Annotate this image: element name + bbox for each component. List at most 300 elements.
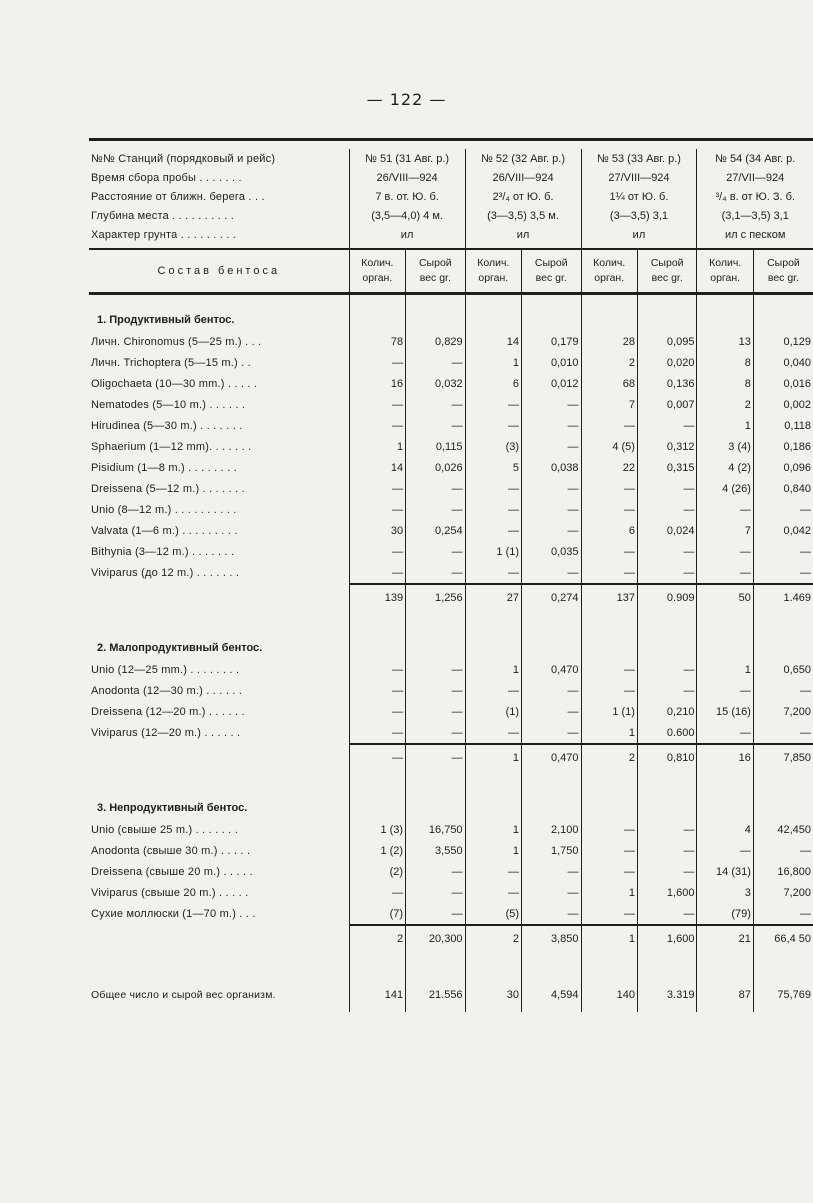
weight-cell: 0,136 [637, 373, 696, 394]
weight-cell: 16,800 [753, 861, 813, 882]
count-cell: 6 [581, 520, 637, 541]
weight-cell: 16,750 [406, 819, 465, 840]
table-row [89, 819, 813, 840]
weight-cell: 0,470 [522, 659, 581, 680]
count-cell: — [349, 478, 405, 499]
count-cell: — [349, 680, 405, 701]
count-cell: 1 [465, 840, 521, 861]
station-header-cell: 1¼ от Ю. б. [581, 187, 697, 206]
weight-cell: — [406, 701, 465, 722]
count-cell: (79) [697, 903, 753, 925]
table-row [89, 520, 813, 541]
station-header-cell: ³/₄ в. от Ю. З. б. [697, 187, 813, 206]
weight-column-header [753, 249, 813, 294]
weight-cell: 0,042 [753, 520, 813, 541]
count-cell: — [697, 680, 753, 701]
header-label: Глубина места . . . . . . . . . . [91, 209, 235, 222]
weight-cell: — [406, 562, 465, 584]
weight-cell: — [406, 861, 465, 882]
count-column-header [697, 249, 753, 294]
weight-cell: 75,769 [753, 978, 813, 1012]
table-row [89, 903, 813, 925]
station-header-cell: ил с песком [697, 225, 813, 249]
weight-cell: — [637, 840, 696, 861]
table-row [89, 394, 813, 415]
row-label: Dreissena (свыше 20 m.) . . . . . [91, 865, 253, 878]
weight-label-line: Сырой [650, 257, 684, 269]
weight-cell: 0,035 [522, 541, 581, 562]
count-cell: 15 (16) [697, 701, 753, 722]
station-header-cell: (3,1—3,5) 3,1 [697, 206, 813, 225]
weight-cell: — [406, 352, 465, 373]
weight-label-line: Сырой [767, 257, 800, 269]
count-cell: 27 [465, 584, 521, 623]
count-cell: — [349, 541, 405, 562]
empty-cell [406, 964, 465, 978]
weight-cell: 0,115 [406, 436, 465, 457]
section-title: 1. Продуктивный бентос. [97, 314, 235, 326]
count-cell: 139 [349, 584, 405, 623]
count-cell: — [349, 744, 405, 783]
weight-cell: 0,024 [637, 520, 696, 541]
weight-cell: 0,254 [406, 520, 465, 541]
count-cell: — [465, 861, 521, 882]
count-cell: — [465, 478, 521, 499]
weight-cell: — [406, 722, 465, 744]
station-header-cell: 27/VII—924 [697, 168, 813, 187]
count-cell: — [349, 701, 405, 722]
empty-cell [697, 964, 753, 978]
weight-cell: — [522, 903, 581, 925]
count-cell: 4 (2) [697, 457, 753, 478]
weight-cell: — [522, 861, 581, 882]
weight-cell: — [406, 744, 465, 783]
count-cell: — [349, 499, 405, 520]
weight-column-header [522, 249, 581, 294]
row-label [89, 925, 349, 964]
table-row [89, 373, 813, 394]
weight-cell: — [522, 436, 581, 457]
weight-cell: — [753, 840, 813, 861]
weight-cell: — [406, 394, 465, 415]
weight-cell: — [406, 478, 465, 499]
weight-cell: 7,850 [753, 744, 813, 783]
row-label: Личн. Trichoptera (5—15 m.) . . [91, 356, 251, 369]
empty-cell [522, 783, 581, 819]
header-row [89, 168, 813, 187]
count-cell: — [465, 680, 521, 701]
top-rule-cell [89, 140, 813, 150]
weight-cell: 0,650 [753, 659, 813, 680]
count-cell: 1 [465, 659, 521, 680]
weight-cell: — [637, 415, 696, 436]
empty-cell [697, 623, 753, 659]
empty-cell [581, 964, 637, 978]
count-cell: 1 (1) [465, 541, 521, 562]
count-cell: — [349, 882, 405, 903]
station-header-cell: № 51 (31 Авг. р.) [349, 149, 465, 168]
count-cell: 137 [581, 584, 637, 623]
count-cell: 30 [349, 520, 405, 541]
count-cell: 1 [581, 882, 637, 903]
empty-cell [465, 783, 521, 819]
count-cell: 5 [465, 457, 521, 478]
count-label-line: орган. [362, 272, 393, 284]
weight-cell: 0.600 [637, 722, 696, 744]
weight-label-line: вес gr. [419, 272, 451, 284]
table-row [89, 659, 813, 680]
count-cell: 22 [581, 457, 637, 478]
row-label: Pisidium (1—8 m.) . . . . . . . . [91, 461, 237, 474]
count-cell: 8 [697, 352, 753, 373]
count-cell: 13 [697, 331, 753, 352]
count-cell: 1 [697, 415, 753, 436]
count-cell: (1) [465, 701, 521, 722]
grand-total-row [89, 978, 813, 1012]
count-cell: — [581, 840, 637, 861]
row-label: Viviparus (12—20 m.) . . . . . . [91, 727, 241, 739]
count-cell: 16 [697, 744, 753, 783]
weight-cell: — [406, 882, 465, 903]
empty-cell [406, 783, 465, 819]
weight-cell: 0,312 [637, 436, 696, 457]
weight-cell: 2,100 [522, 819, 581, 840]
row-label: Hirudinea (5—30 m.) . . . . . . . [91, 419, 243, 432]
weight-cell: 0,118 [753, 415, 813, 436]
table-row [89, 840, 813, 861]
weight-cell: 7,200 [753, 882, 813, 903]
station-header-cell: 26/VIII—924 [465, 168, 581, 187]
station-header-cell: (3—3,5) 3,5 м. [465, 206, 581, 225]
weight-cell: — [753, 680, 813, 701]
weight-cell: 0,020 [637, 352, 696, 373]
count-cell: (5) [465, 903, 521, 925]
row-label: Viviparus (свыше 20 m.) . . . . . [91, 886, 249, 899]
station-header-cell: № 54 (34 Авг. р. [697, 149, 813, 168]
header-label: Характер грунта . . . . . . . . . [91, 228, 237, 241]
table-row [89, 436, 813, 457]
station-header-cell: ил [465, 225, 581, 249]
weight-cell: — [637, 861, 696, 882]
station-header-cell: 7 в. от. Ю. б. [349, 187, 465, 206]
row-label: Valvata (1—6 m.) . . . . . . . . . [91, 524, 238, 537]
count-column-header [581, 249, 637, 294]
weight-cell: — [522, 415, 581, 436]
weight-cell: 0,186 [753, 436, 813, 457]
station-header-cell: (3—3,5) 3,1 [581, 206, 697, 225]
section-total-row [89, 744, 813, 783]
weight-cell: 0,129 [753, 331, 813, 352]
table-row [89, 331, 813, 352]
weight-cell: 0,096 [753, 457, 813, 478]
weight-cell: 0,315 [637, 457, 696, 478]
count-cell: — [349, 352, 405, 373]
weight-cell: 7,200 [753, 701, 813, 722]
table-row [89, 352, 813, 373]
row-label: Dreissena (5—12 m.) . . . . . . . [91, 482, 245, 495]
row-label: Oligochaeta (10—30 mm.) . . . . . [91, 377, 258, 390]
count-cell: — [465, 562, 521, 584]
header-row [89, 187, 813, 206]
weight-cell: — [522, 882, 581, 903]
count-cell: — [465, 499, 521, 520]
empty-cell [753, 294, 813, 332]
empty-cell [522, 623, 581, 659]
weight-cell: 1,600 [637, 925, 696, 964]
section-title: 2. Малопродуктивный бентос. [97, 642, 263, 654]
row-label: Сухие моллюски (1—70 m.) . . . [91, 908, 256, 920]
weight-cell: — [522, 722, 581, 744]
count-cell: 3 (4) [697, 436, 753, 457]
weight-cell: — [522, 478, 581, 499]
count-cell: — [349, 394, 405, 415]
weight-cell: 0,040 [753, 352, 813, 373]
count-cell: — [349, 659, 405, 680]
empty-cell [753, 623, 813, 659]
station-header-cell: ил [581, 225, 697, 249]
page-number: — 122 — [366, 90, 447, 109]
header-row [89, 225, 813, 249]
weight-cell: — [406, 499, 465, 520]
count-cell: 141 [349, 978, 405, 1012]
weight-cell: 1,600 [637, 882, 696, 903]
weight-cell: 0,002 [753, 394, 813, 415]
section-total-row [89, 584, 813, 623]
weight-cell: 21.556 [406, 978, 465, 1012]
weight-cell: — [406, 415, 465, 436]
weight-column-header [637, 249, 696, 294]
count-cell: 1 [581, 722, 637, 744]
weight-cell: 0.909 [637, 584, 696, 623]
weight-cell: 4,594 [522, 978, 581, 1012]
empty-cell [581, 783, 637, 819]
weight-cell: — [753, 541, 813, 562]
empty-cell [406, 623, 465, 659]
count-cell: — [349, 722, 405, 744]
weight-cell: — [637, 499, 696, 520]
row-label: Unio (8—12 m.) . . . . . . . . . . [91, 503, 237, 516]
weight-cell: 0,095 [637, 331, 696, 352]
table-row [89, 457, 813, 478]
weight-cell: — [406, 541, 465, 562]
count-cell: 1 [465, 744, 521, 783]
count-cell: 2 [465, 925, 521, 964]
count-cell: — [581, 478, 637, 499]
count-column-header [349, 249, 405, 294]
count-label-line: Колич. [593, 257, 626, 269]
weight-cell: — [753, 562, 813, 584]
empty-cell [753, 783, 813, 819]
row-label: Anodonta (свыше 30 m.) . . . . . [91, 844, 251, 857]
table-row [89, 701, 813, 722]
count-column-header [465, 249, 521, 294]
weight-label-line: Сырой [418, 257, 452, 269]
row-label: Unio (свыше 25 m.) . . . . . . . [91, 823, 238, 836]
count-cell: 7 [581, 394, 637, 415]
row-label: Dreissena (12—20 m.) . . . . . . [91, 705, 245, 718]
empty-cell [349, 294, 405, 332]
empty-cell [465, 294, 521, 332]
count-cell: — [581, 861, 637, 882]
count-cell: (2) [349, 861, 405, 882]
weight-cell: 1,256 [406, 584, 465, 623]
weight-cell: — [522, 499, 581, 520]
weight-cell: — [522, 701, 581, 722]
row-label [89, 744, 349, 783]
empty-cell [89, 964, 349, 978]
empty-cell [465, 623, 521, 659]
weight-cell: — [637, 562, 696, 584]
weight-label-line: вес gr. [535, 272, 567, 284]
weight-cell: 3,550 [406, 840, 465, 861]
weight-cell: 1.469 [753, 584, 813, 623]
count-cell: 2 [581, 352, 637, 373]
weight-cell: 0,179 [522, 331, 581, 352]
benthos-table [89, 138, 813, 1012]
row-label: Общее число и сырой вес организм. [91, 989, 276, 1001]
weight-cell: — [522, 394, 581, 415]
count-cell: — [697, 541, 753, 562]
count-cell: 1 [349, 436, 405, 457]
table-row [89, 562, 813, 584]
row-label: Bithynia (3—12 m.) . . . . . . . [91, 545, 235, 558]
composition-caption: Состав бентоса [89, 249, 349, 294]
weight-cell: — [753, 903, 813, 925]
weight-cell: — [637, 903, 696, 925]
weight-cell: 3.319 [637, 978, 696, 1012]
row-label: Anodonta (12—30 m.) . . . . . . [91, 684, 243, 697]
weight-label-line: вес gr. [651, 272, 683, 284]
count-cell: 68 [581, 373, 637, 394]
weight-cell: — [406, 659, 465, 680]
section-title: 3. Непродуктивный бентос. [97, 802, 248, 814]
weight-cell: 42,450 [753, 819, 813, 840]
count-cell: 1 [581, 925, 637, 964]
empty-cell [697, 783, 753, 819]
weight-cell: 1,750 [522, 840, 581, 861]
table-row [89, 722, 813, 744]
count-label-line: Колич. [709, 257, 742, 269]
count-cell: — [697, 499, 753, 520]
empty-cell [349, 783, 405, 819]
count-cell: — [349, 562, 405, 584]
count-cell: — [697, 840, 753, 861]
weight-cell: 0,829 [406, 331, 465, 352]
count-cell: — [349, 415, 405, 436]
column-header-row [89, 249, 813, 294]
weight-cell: 0,274 [522, 584, 581, 623]
spacer-row [89, 964, 813, 978]
weight-cell: — [522, 520, 581, 541]
count-cell: 8 [697, 373, 753, 394]
empty-cell [406, 294, 465, 332]
count-label-line: Колич. [361, 257, 394, 269]
count-label-line: Колич. [477, 257, 510, 269]
count-cell: — [581, 415, 637, 436]
table-row [89, 861, 813, 882]
weight-label-line: вес gr. [767, 272, 800, 284]
count-cell: 30 [465, 978, 521, 1012]
row-label: Unio (12—25 mm.) . . . . . . . . [91, 663, 240, 676]
weight-cell: — [406, 903, 465, 925]
empty-cell [581, 294, 637, 332]
empty-cell [697, 294, 753, 332]
count-cell: 78 [349, 331, 405, 352]
header-label: №№ Станций (порядковый и рейс) [91, 152, 276, 165]
count-cell: — [697, 562, 753, 584]
weight-cell: 66,4 50 [753, 925, 813, 964]
empty-cell [522, 294, 581, 332]
empty-cell [637, 783, 696, 819]
count-cell: 140 [581, 978, 637, 1012]
weight-cell: — [753, 499, 813, 520]
station-header-cell: № 53 (33 Авг. р.) [581, 149, 697, 168]
section-total-row [89, 925, 813, 964]
weight-cell: 0,026 [406, 457, 465, 478]
table-row [89, 882, 813, 903]
count-label-line: орган. [710, 272, 741, 284]
row-label [89, 584, 349, 623]
count-cell: — [581, 541, 637, 562]
count-cell: 28 [581, 331, 637, 352]
weight-cell: 0,012 [522, 373, 581, 394]
empty-cell [581, 623, 637, 659]
weight-cell: — [406, 680, 465, 701]
count-cell: 1 [465, 819, 521, 840]
empty-cell [465, 964, 521, 978]
count-cell: 14 [465, 331, 521, 352]
table-row [89, 478, 813, 499]
weight-cell: 0,016 [753, 373, 813, 394]
weight-cell: 3,850 [522, 925, 581, 964]
section-title-row [89, 623, 813, 659]
count-cell: 2 [697, 394, 753, 415]
weight-cell: 0,840 [753, 478, 813, 499]
empty-cell [522, 964, 581, 978]
empty-cell [349, 623, 405, 659]
count-cell: 3 [697, 882, 753, 903]
station-header-cell: 26/VIII—924 [349, 168, 465, 187]
row-label: Viviparus (до 12 m.) . . . . . . . [91, 567, 240, 579]
empty-cell [637, 623, 696, 659]
weight-cell: 20,300 [406, 925, 465, 964]
weight-cell: 0,032 [406, 373, 465, 394]
count-cell: (7) [349, 903, 405, 925]
count-cell: — [465, 415, 521, 436]
count-cell: 7 [697, 520, 753, 541]
count-label-line: орган. [478, 272, 509, 284]
count-cell: 21 [697, 925, 753, 964]
weight-cell: 0,010 [522, 352, 581, 373]
count-cell: 1 [465, 352, 521, 373]
weight-cell: — [522, 562, 581, 584]
count-cell: — [697, 722, 753, 744]
weight-cell: — [637, 659, 696, 680]
count-cell: 87 [697, 978, 753, 1012]
weight-column-header [406, 249, 465, 294]
weight-label-line: Сырой [534, 257, 568, 269]
weight-cell: — [637, 819, 696, 840]
header-row [89, 206, 813, 225]
count-cell: 14 (31) [697, 861, 753, 882]
station-header-cell: 27/VIII—924 [581, 168, 697, 187]
weight-cell: 0,470 [522, 744, 581, 783]
table-row [89, 680, 813, 701]
section-title-row [89, 294, 813, 332]
count-cell: 2 [581, 744, 637, 783]
count-cell: 50 [697, 584, 753, 623]
count-cell: 1 (1) [581, 701, 637, 722]
